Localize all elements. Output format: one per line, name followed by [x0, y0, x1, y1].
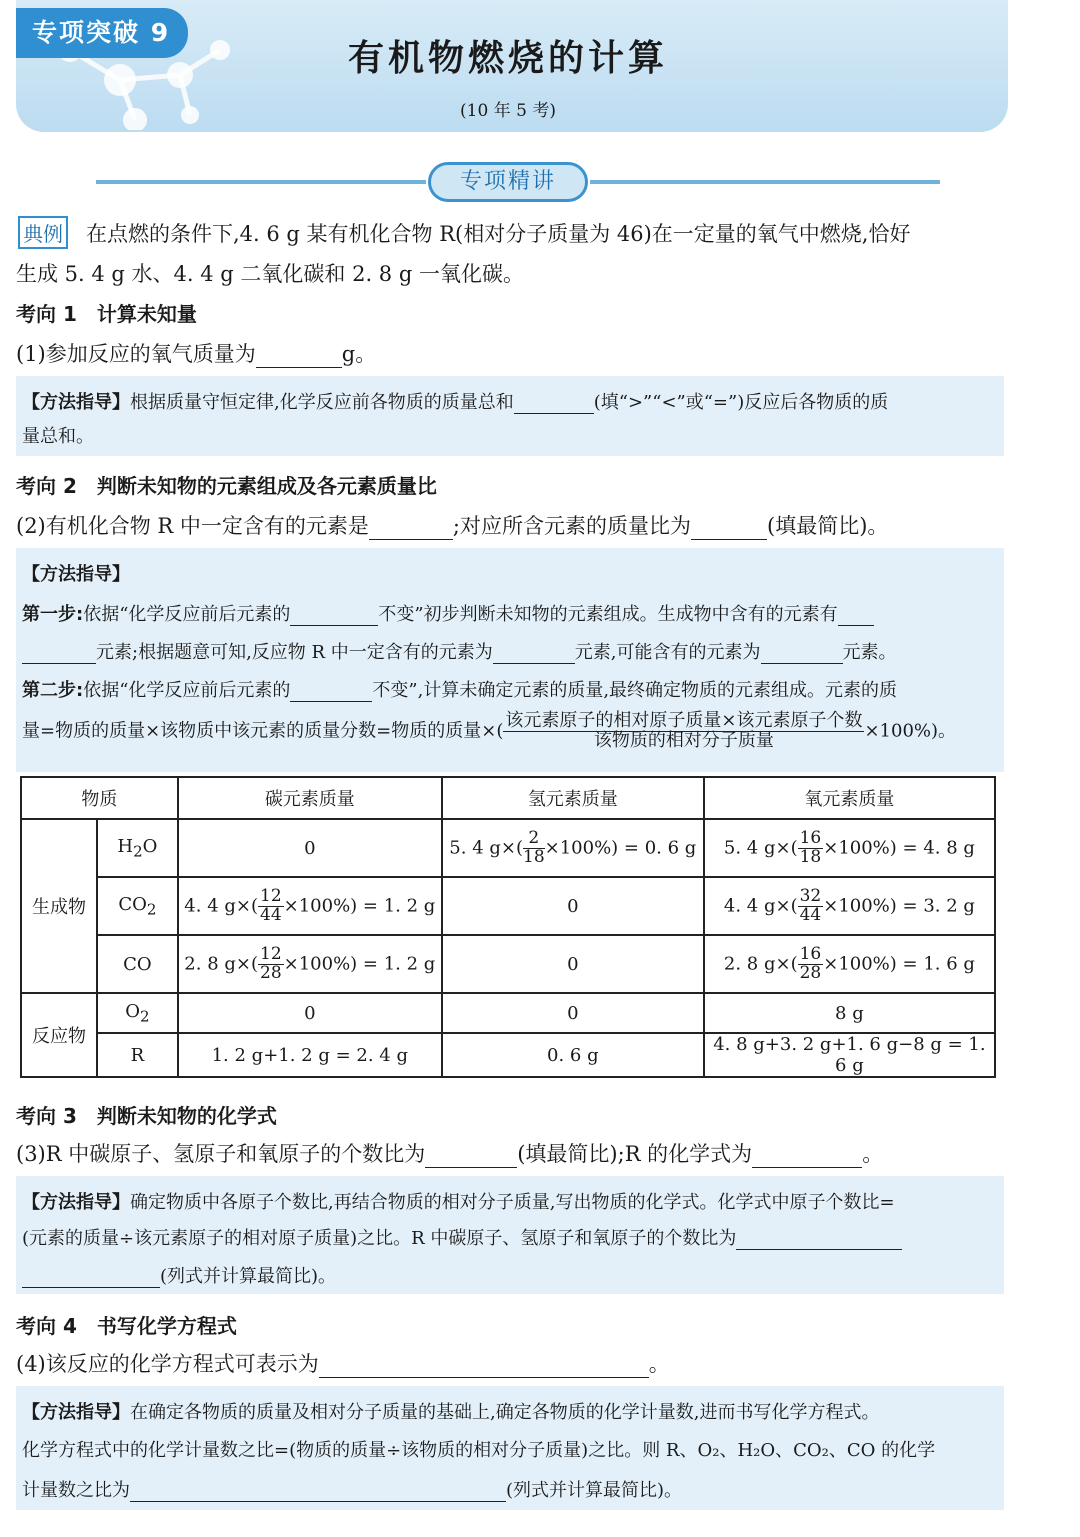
- table-header-substance: 物质: [21, 777, 178, 819]
- table-row: [21, 877, 995, 935]
- o2-oxygen: 8 g: [704, 993, 995, 1033]
- q3-question-text-1: (3)R 中碳原子、氢原子和氧原子的个数比为: [16, 1142, 426, 1166]
- h2o-oxygen: 5. 4 g×( $\frac{16}{18}$ ×100%) = 4. 8 g: [704, 819, 995, 877]
- q2-step2-label: 第二步:: [22, 680, 84, 701]
- q3-question-text-3: 。: [862, 1142, 884, 1166]
- q2-step1-line-2: [22, 638, 897, 664]
- section-divider-left: [96, 180, 426, 184]
- example-line-2: 生成 5. 4 g 水、4. 4 g 二氧化碳和 2. 8 g 一氧化碳。: [16, 262, 524, 286]
- q2-ratio-blank[interactable]: [691, 518, 767, 540]
- example-line-1: [18, 216, 910, 249]
- q2-question: [16, 510, 888, 540]
- q2-step2-blank[interactable]: [290, 684, 372, 702]
- substance-co: CO: [97, 935, 178, 993]
- substance-h2o: $H_2O$: [97, 819, 178, 877]
- q4-question: [16, 1348, 670, 1378]
- q1-method-line-2: 量总和。: [22, 426, 94, 447]
- q1-method-text-1: 根据质量守恒定律,化学反应前各物质的质量总和: [130, 392, 514, 413]
- q2-question-text-1: (2)有机化合物 R 中一定含有的元素是: [16, 514, 369, 538]
- q2-step1-text-c: 元素;根据题意可知,反应物 R 中一定含有的元素为: [96, 642, 493, 663]
- group-reactants: 反应物: [21, 993, 97, 1077]
- r-carbon: 1. 2 g+1. 2 g = 2. 4 g: [178, 1033, 442, 1077]
- q1-answer-blank[interactable]: [256, 346, 342, 368]
- q3-method-line-1: [22, 1188, 895, 1214]
- q3-ratio-blank[interactable]: [425, 1146, 517, 1168]
- q3-method-line-3: [22, 1262, 336, 1288]
- q3-method-blank-1[interactable]: [736, 1232, 902, 1250]
- q1-question: [16, 338, 376, 368]
- q2-step1-blank-2b[interactable]: [22, 646, 96, 664]
- example-text-1: 在点燃的条件下,4. 6 g 某有机化合物 R(相对分子质量为 46)在一定量的氧气中燃烧,恰好: [86, 222, 911, 246]
- q1-heading: 考向 1 计算未知量: [16, 302, 197, 326]
- q2-step1-blank-2[interactable]: [838, 608, 874, 626]
- q1-method-line-1: [22, 388, 888, 414]
- q2-step2-line-2: [22, 712, 956, 751]
- q2-step1-text-d: 元素,可能含有的元素为: [574, 642, 761, 663]
- co-hydrogen: 0: [442, 935, 704, 993]
- table-header-carbon: 碳元素质量: [178, 777, 442, 819]
- q3-method-label: 【方法指导】: [22, 1192, 130, 1213]
- q1-question-text: (1)参加反应的氧气质量为: [16, 342, 256, 366]
- q3-method-box: [16, 1176, 1004, 1294]
- q4-equation-blank[interactable]: [319, 1356, 649, 1378]
- q2-step1-text-a: 依据“化学反应前后元素的: [83, 604, 291, 625]
- q2-step1-text-e: 元素。: [842, 642, 897, 663]
- co2-oxygen: 4. 4 g×( $\frac{32}{44}$ ×100%) = 3. 2 g: [704, 877, 995, 935]
- q4-method-line-3: [22, 1476, 682, 1502]
- q1-method-blank[interactable]: [514, 396, 594, 414]
- q3-method-blank-2[interactable]: [22, 1270, 160, 1288]
- q2-heading: 考向 2 判断未知物的元素组成及各元素质量比: [16, 474, 437, 498]
- table-header-row: [21, 777, 995, 819]
- element-mass-fraction: [503, 712, 864, 751]
- q2-method-label: 【方法指导】: [22, 564, 130, 585]
- section-divider-right: [590, 180, 940, 184]
- q3-question: [16, 1138, 883, 1168]
- q4-method-label: 【方法指导】: [22, 1402, 130, 1423]
- q4-method-text-4: (列式并计算最简比)。: [506, 1480, 683, 1501]
- q1-method-text-2: (填“>”“<”或“=”)反应后各物质的质: [593, 392, 889, 413]
- o2-hydrogen: 0: [442, 993, 704, 1033]
- q2-step2-text-b: 不变”,计算未确定元素的质量,最终确定物质的元素组成。元素的质: [372, 680, 898, 701]
- fraction-denominator: 该物质的相对分子质量: [593, 729, 774, 751]
- q2-step2-line-1: [22, 676, 897, 702]
- q2-step2-text-d: ×100%)。: [864, 720, 957, 742]
- q3-method-text-3: (列式并计算最简比)。: [160, 1266, 337, 1287]
- q1-method-label: 【方法指导】: [22, 392, 130, 413]
- q4-method-line-1: [22, 1398, 879, 1424]
- q2-question-text-2: ;对应所含元素的质量比为: [452, 514, 691, 538]
- q1-method-box: [16, 376, 1004, 456]
- q2-step1-label: 第一步:: [22, 604, 84, 625]
- fraction-numerator: 该元素原子的相对原子质量×该元素原子个数: [505, 710, 863, 731]
- q4-question-text: (4)该反应的化学方程式可表示为: [16, 1352, 319, 1376]
- section-label: 专项精讲: [428, 162, 588, 202]
- q3-question-text-2: (填最简比);R 的化学式为: [517, 1142, 753, 1166]
- q3-heading: 考向 3 判断未知物的化学式: [16, 1104, 277, 1128]
- co-carbon: 2. 8 g×( $\frac{12}{28}$ ×100%) = 1. 2 g: [178, 935, 442, 993]
- co-oxygen: 2. 8 g×( $\frac{16}{28}$ ×100%) = 1. 6 g: [704, 935, 995, 993]
- q2-step2-text-c: 量=物质的质量×该物质中该元素的质量分数=物质的质量×(: [22, 720, 504, 742]
- page-title: 有机物燃烧的计算: [347, 38, 668, 79]
- group-products: 生成物: [21, 819, 97, 993]
- q2-elements-blank[interactable]: [369, 518, 453, 540]
- table-row: [21, 935, 995, 993]
- q2-question-text-3: (填最简比)。: [767, 514, 889, 538]
- substance-r: R: [97, 1033, 178, 1077]
- q2-step1-blank-4[interactable]: [761, 646, 843, 664]
- q3-method-text-2: (元素的质量÷该元素原子的相对原子质量)之比。R 中碳原子、氢原子和氧原子的个数比为: [22, 1228, 737, 1249]
- h2o-hydrogen: 5. 4 g×( $\frac{2}{18}$ ×100%) = 0. 6 g: [442, 819, 704, 877]
- q2-step1-blank-3[interactable]: [493, 646, 575, 664]
- table-header-oxygen: 氧元素质量: [704, 777, 995, 819]
- q4-method-text-3: 计量数之比为: [22, 1480, 130, 1501]
- q4-method-blank[interactable]: [130, 1484, 506, 1502]
- q2-step1-line-1: [22, 600, 874, 626]
- q4-question-end: 。: [648, 1352, 670, 1376]
- q3-method-text-1: 确定物质中各原子个数比,再结合物质的相对分子质量,写出物质的化学式。化学式中原子个数比=: [130, 1192, 895, 1213]
- q3-method-line-2: [22, 1224, 902, 1250]
- chapter-badge: 专项突破 9: [16, 8, 188, 58]
- table-row: [21, 993, 995, 1033]
- table-row: [21, 819, 995, 877]
- example-tag: 典例: [18, 216, 68, 249]
- r-hydrogen: 0. 6 g: [442, 1033, 704, 1077]
- table-header-hydrogen: 氢元素质量: [442, 777, 704, 819]
- substance-o2: $O_2$: [97, 993, 178, 1033]
- o2-carbon: 0: [178, 993, 442, 1033]
- r-oxygen: 4. 8 g+3. 2 g+1. 6 g−8 g = 1. 6 g: [704, 1033, 995, 1077]
- q1-unit: g。: [341, 342, 377, 366]
- q2-method-box: [16, 548, 1004, 772]
- co2-hydrogen: 0: [442, 877, 704, 935]
- q2-step1-blank-1[interactable]: [290, 608, 378, 626]
- q2-step1-text-b: 不变”初步判断未知物的元素组成。生成物中含有的元素有: [378, 604, 838, 625]
- q4-method-line-2: 化学方程式中的化学计量数之比=(物质的质量÷该物质的相对分子质量)之比。则 R、O₂、H₂O、CO₂、CO 的化学: [22, 1440, 936, 1461]
- table-row: [21, 1033, 995, 1077]
- substance-co2: $CO_2$: [97, 877, 178, 935]
- q2-step2-text-a: 依据“化学反应前后元素的: [83, 680, 291, 701]
- page-subtitle: (10 年 5 考): [460, 101, 556, 121]
- q4-method-box: [16, 1386, 1004, 1510]
- q4-heading: 考向 4 书写化学方程式: [16, 1314, 237, 1338]
- element-mass-table: [20, 776, 996, 1078]
- q4-method-text-1: 在确定各物质的质量及相对分子质量的基础上,确定各物质的化学计量数,进而书写化学方程式。: [130, 1402, 880, 1423]
- co2-carbon: 4. 4 g×( $\frac{12}{44}$ ×100%) = 1. 2 g: [178, 877, 442, 935]
- h2o-carbon: 0: [178, 819, 442, 877]
- q3-formula-blank[interactable]: [752, 1146, 862, 1168]
